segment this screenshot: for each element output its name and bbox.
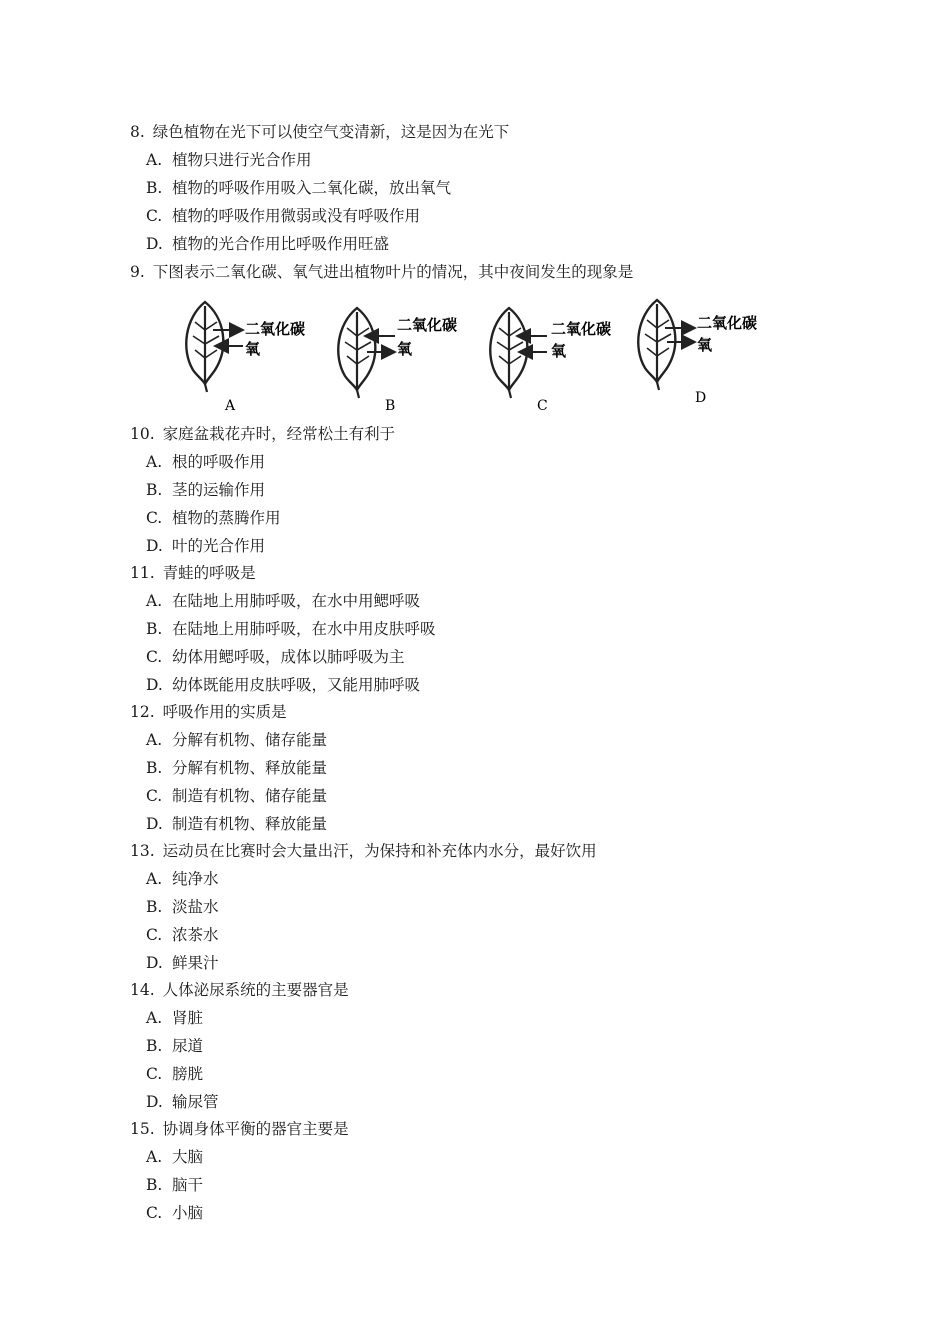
option-text: 幼体用鳃呼吸，成体以肺呼吸为主	[172, 648, 405, 666]
question-14-option-c[interactable]	[146, 1064, 203, 1084]
question-10-option-a[interactable]	[146, 452, 265, 472]
question-14-option-d[interactable]	[146, 1092, 219, 1112]
question-13-option-d[interactable]	[146, 953, 219, 973]
option-letter: A.	[146, 592, 163, 610]
question-text: 人体泌尿系统的主要器官是	[162, 981, 349, 999]
option-text: 浓茶水	[172, 926, 219, 944]
question-12-stem	[130, 702, 287, 722]
question-8-option-d[interactable]	[146, 234, 389, 254]
option-letter: D.	[146, 1093, 163, 1111]
option-letter: C.	[146, 787, 163, 805]
option-text: 幼体既能用皮肤呼吸，又能用肺呼吸	[172, 676, 421, 694]
option-text: 淡盐水	[172, 898, 219, 916]
question-14-option-b[interactable]	[146, 1036, 203, 1056]
option-letter: B.	[146, 179, 163, 197]
option-letter: C.	[146, 1204, 163, 1222]
question-12-option-d[interactable]	[146, 814, 327, 834]
question-13-stem	[130, 841, 597, 861]
question-number: 15.	[130, 1120, 155, 1138]
option-text: 脑干	[172, 1176, 204, 1194]
option-letter: A.	[146, 151, 163, 169]
question-10-stem	[130, 424, 395, 444]
question-10-option-c[interactable]	[146, 508, 281, 528]
question-12-option-b[interactable]	[146, 758, 327, 778]
option-letter: C.	[146, 926, 163, 944]
option-text: 植物只进行光合作用	[172, 151, 312, 169]
option-text: 输尿管	[172, 1093, 219, 1111]
question-text: 呼吸作用的实质是	[162, 703, 287, 721]
option-text: 叶的光合作用	[172, 537, 266, 555]
question-10-option-d[interactable]	[146, 536, 265, 556]
option-letter: D.	[146, 676, 163, 694]
option-text: 根的呼吸作用	[172, 453, 266, 471]
panel-label: D	[695, 390, 707, 406]
question-number: 10.	[130, 425, 155, 443]
question-11-option-b[interactable]	[146, 619, 436, 639]
option-letter: A.	[146, 731, 163, 749]
option-text: 植物的光合作用比呼吸作用旺盛	[172, 235, 390, 253]
question-text: 绿色植物在光下可以使空气变清新，这是因为在光下	[152, 123, 510, 141]
panel-b	[338, 308, 457, 414]
option-letter: B.	[146, 1176, 163, 1194]
question-11-option-a[interactable]	[146, 591, 420, 611]
question-8-option-c[interactable]	[146, 206, 420, 226]
question-text: 运动员在比赛时会大量出汗，为保持和补充体内水分，最好饮用	[162, 842, 597, 860]
question-14-stem	[130, 980, 349, 1000]
o2-label: 氧	[397, 340, 413, 358]
option-text: 在陆地上用肺呼吸，在水中用鳃呼吸	[172, 592, 421, 610]
option-letter: C.	[146, 1065, 163, 1083]
question-15-option-c[interactable]	[146, 1203, 203, 1223]
co2-label: 二氧化碳	[697, 314, 758, 332]
option-letter: A.	[146, 1009, 163, 1027]
option-letter: A.	[146, 870, 163, 888]
panel-label: A	[225, 398, 236, 414]
option-letter: B.	[146, 481, 163, 499]
option-text: 肾脏	[172, 1009, 204, 1027]
option-text: 植物的呼吸作用微弱或没有呼吸作用	[172, 207, 421, 225]
question-number: 13.	[130, 842, 155, 860]
option-text: 植物的蒸腾作用	[172, 509, 281, 527]
question-text: 协调身体平衡的器官主要是	[162, 1120, 349, 1138]
option-letter: C.	[146, 207, 163, 225]
question-12-option-c[interactable]	[146, 786, 327, 806]
question-10-option-b[interactable]	[146, 480, 265, 500]
option-text: 大脑	[172, 1148, 204, 1166]
option-letter: B.	[146, 620, 163, 638]
o2-label: 氧	[697, 336, 713, 354]
question-15-option-a[interactable]	[146, 1147, 203, 1167]
option-letter: A.	[146, 453, 163, 471]
panel-label: C	[537, 398, 548, 414]
option-text: 制造有机物、释放能量	[172, 815, 328, 833]
co2-label: 二氧化碳	[551, 320, 612, 338]
question-13-option-c[interactable]	[146, 925, 219, 945]
o2-label: 氧	[245, 340, 261, 358]
question-13-option-b[interactable]	[146, 897, 219, 917]
question-11-stem	[130, 563, 256, 583]
question-13-option-a[interactable]	[146, 869, 219, 889]
option-letter: A.	[146, 1148, 163, 1166]
option-text: 在陆地上用肺呼吸，在水中用皮肤呼吸	[172, 620, 436, 638]
question-number: 9.	[130, 263, 145, 281]
question-text: 青蛙的呼吸是	[162, 564, 256, 582]
question-11-option-d[interactable]	[146, 675, 420, 695]
question-12-option-a[interactable]	[146, 730, 327, 750]
option-letter: C.	[146, 648, 163, 666]
question-9-stem	[130, 262, 633, 282]
option-letter: C.	[146, 509, 163, 527]
option-text: 分解有机物、释放能量	[172, 759, 328, 777]
option-letter: B.	[146, 898, 163, 916]
option-text: 制造有机物、储存能量	[172, 787, 328, 805]
question-8-option-b[interactable]	[146, 178, 451, 198]
question-11-option-c[interactable]	[146, 647, 405, 667]
question-14-option-a[interactable]	[146, 1008, 203, 1028]
question-text: 下图表示二氧化碳、氧气进出植物叶片的情况，其中夜间发生的现象是	[152, 263, 634, 281]
co2-label: 二氧化碳	[397, 316, 458, 334]
option-letter: D.	[146, 537, 163, 555]
option-letter: D.	[146, 954, 163, 972]
option-text: 小脑	[172, 1204, 204, 1222]
option-text: 尿道	[172, 1037, 204, 1055]
option-text: 膀胱	[172, 1065, 204, 1083]
question-8-stem	[130, 122, 509, 142]
question-8-option-a[interactable]	[146, 150, 312, 170]
o2-label: 氧	[551, 342, 567, 360]
option-letter: B.	[146, 759, 163, 777]
option-text: 纯净水	[172, 870, 219, 888]
question-15-stem	[130, 1119, 349, 1139]
question-number: 8.	[130, 123, 145, 141]
option-letter: D.	[146, 235, 163, 253]
leaf-gas-exchange-figure	[175, 296, 795, 414]
question-number: 14.	[130, 981, 155, 999]
option-letter: D.	[146, 815, 163, 833]
question-number: 11.	[130, 564, 155, 582]
option-text: 分解有机物、储存能量	[172, 731, 328, 749]
option-text: 鲜果汁	[172, 954, 219, 972]
option-text: 植物的呼吸作用吸入二氧化碳，放出氧气	[172, 179, 452, 197]
option-letter: B.	[146, 1037, 163, 1055]
question-text: 家庭盆栽花卉时，经常松土有利于	[162, 425, 396, 443]
question-15-option-b[interactable]	[146, 1175, 203, 1195]
option-text: 茎的运输作用	[172, 481, 266, 499]
co2-label: 二氧化碳	[245, 320, 306, 338]
panel-a	[186, 302, 305, 414]
question-number: 12.	[130, 703, 155, 721]
panel-c	[490, 308, 611, 414]
panel-d	[638, 300, 757, 406]
panel-label: B	[385, 398, 396, 414]
